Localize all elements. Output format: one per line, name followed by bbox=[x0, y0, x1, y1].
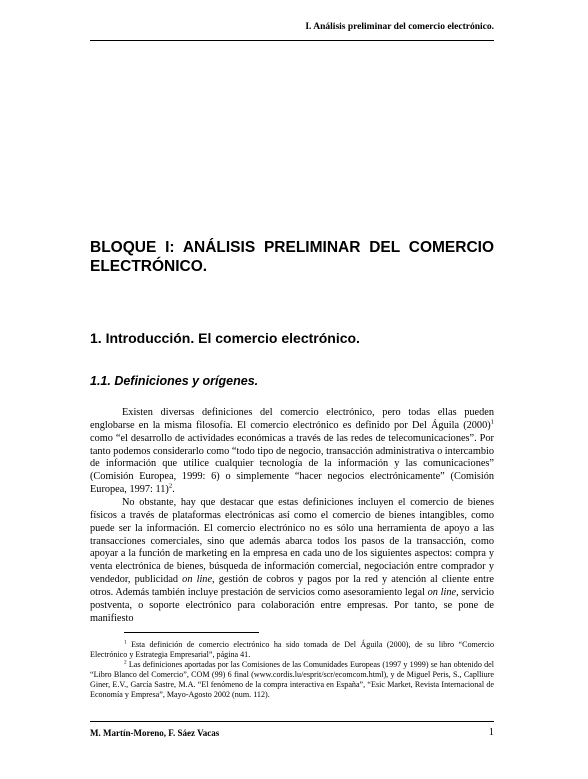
footnotes bbox=[90, 640, 494, 701]
block-title: BLOQUE I: ANÁLISIS PRELIMINAR DEL COMERCIO ELECTRÓNICO. bbox=[90, 239, 494, 275]
section-title: 1. Introducción. El comercio electrónico. bbox=[90, 330, 360, 346]
footnote-2-number: 2 bbox=[124, 659, 127, 666]
footnote-1 bbox=[90, 640, 494, 660]
paragraph-1-text-b: como “el desarrollo de actividades económicas a través de las redes de telecomunicaciones”. Por tanto podemos considerarlo como “todo tipo de negocio, transacción administrativa o intercambio de información que utilice cualquier tecnología de la información y las comunicaciones” (Comisión Europea, 1999: 6) o simplemente “hacer negocios electrónicamente” (Comisión Europea, 1997: 11) bbox=[90, 432, 494, 496]
paragraph-2-text-c: , servicio postventa, o soporte electrónico para colaboración entre empresas. Por tanto, se pone de manifiesto bbox=[90, 586, 495, 624]
footnote-1-number: 1 bbox=[124, 639, 127, 646]
footer-authors: M. Martín-Moreno, F. Sáez Vacas bbox=[90, 728, 220, 738]
footnote-ref-2: 2 bbox=[168, 482, 173, 490]
footnote-separator bbox=[124, 632, 259, 633]
paragraph-1 bbox=[90, 407, 494, 497]
footnote-1-text: Esta definición de comercio electrónico ha sido tomada de Del Águila (2000), de su libro “Comercio Electrónico y Estrategia Empresarial”, página 41. bbox=[90, 640, 494, 660]
footnote-ref-1: 1 bbox=[490, 418, 494, 426]
paragraph-2-text-a: No obstante, hay que destacar que estas definiciones incluyen el comercio de bienes físicos a través de plataformas electrónicas así como el comercio de bienes intangibles, como puede ser la información. El comercio electrónico no es sólo una herramienta de apoyo a las transacciones comerciales, sino que además abarca todos los pasos de la transacción, como apoyar a la función de marketing en la empresa en cada uno de los siguientes aspectos: compra y venta electrónica de bienes, búsqueda de información comercial, negociación entre comprador y vendedor, publicidad bbox=[90, 497, 494, 586]
footnote-2 bbox=[90, 660, 494, 700]
subsection-title: 1.1. Definiciones y orígenes. bbox=[90, 374, 259, 388]
footnote-2-text: Las definiciones aportadas por las Comisiones de las Comunidades Europeas (1997 y 1999) se han obtenido del “Libro Blanco del Comercio”, COM (99) 6 final (www.cordis.lu/esprit/scr/ecomcom.html), y de Miguel Peris, S., Caplliure Giner, E.V., García Sastre, M.A. “El fenómeno de la compra interactiva en España”, “Esic Market, Revista Internacional de Economía y Empresa”, Mayo-Agosto 2002 (num. 112). bbox=[90, 660, 494, 700]
paragraph-2-text-b: , gestión de cobros y pagos por la red y atención al cliente entre otros. Además también incluye prestación de servicios como asesoramiento legal bbox=[90, 574, 494, 598]
page-number: 1 bbox=[488, 727, 494, 738]
paragraph-2 bbox=[90, 497, 494, 625]
footer-rule bbox=[90, 721, 494, 722]
paragraph-1-text-a: Existen diversas definiciones del comercio electrónico, pero todas ellas pueden englobarse en la misma filosofía. El comercio electrónico es definido por Del Águila (2000) bbox=[90, 407, 494, 431]
running-header: I. Análisis preliminar del comercio electrónico. bbox=[305, 22, 494, 32]
header-rule bbox=[90, 40, 494, 41]
paragraph-1-text-c: . bbox=[172, 484, 175, 496]
emphasis-on-line-1: on line bbox=[182, 574, 213, 586]
emphasis-on-line-2: on line bbox=[427, 586, 457, 598]
